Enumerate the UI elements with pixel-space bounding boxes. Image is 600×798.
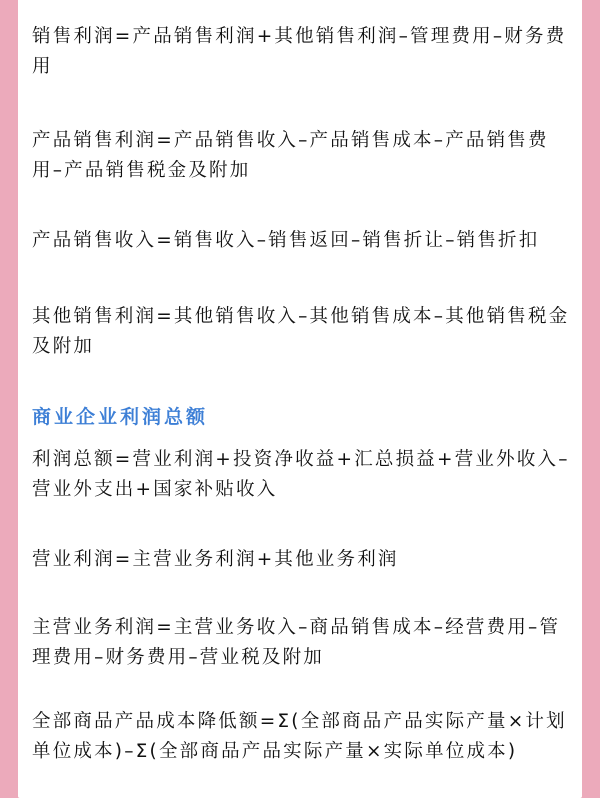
formula-sales-profit: 销售利润=产品销售利润+其他销售利润–管理费用–财务费用 [32, 26, 567, 77]
formula-main-business-profit: 主营业务利润=主营业务收入–商品销售成本–经营费用–管理费用–财务费用–营业税及附加 [32, 617, 561, 668]
formula-product-sales-revenue: 产品销售收入=销售收入–销售返回–销售折让–销售折扣 [32, 230, 540, 251]
section-heading: 商业企业利润总额 [32, 406, 209, 428]
formula-other-sales-profit: 其他销售利润=其他销售收入–其他销售成本–其他销售税金及附加 [32, 306, 570, 357]
formula-product-sales-profit: 产品销售利润=产品销售收入–产品销售成本–产品销售费用–产品销售税金及附加 [32, 130, 549, 181]
formula-operating-profit: 营业利润=主营业务利润+其他业务利润 [32, 549, 399, 570]
formula-total-profit: 利润总额=营业利润+投资净收益+汇总损益+营业外收入–营业外支出+国家补贴收入 [32, 449, 570, 500]
content-card [18, 0, 582, 798]
formula-cost-reduction: 全部商品产品成本降低额=Σ(全部商品产品实际产量×计划单位成本)–Σ(全部商品产品实际产量×实际单位成本) [32, 711, 567, 762]
